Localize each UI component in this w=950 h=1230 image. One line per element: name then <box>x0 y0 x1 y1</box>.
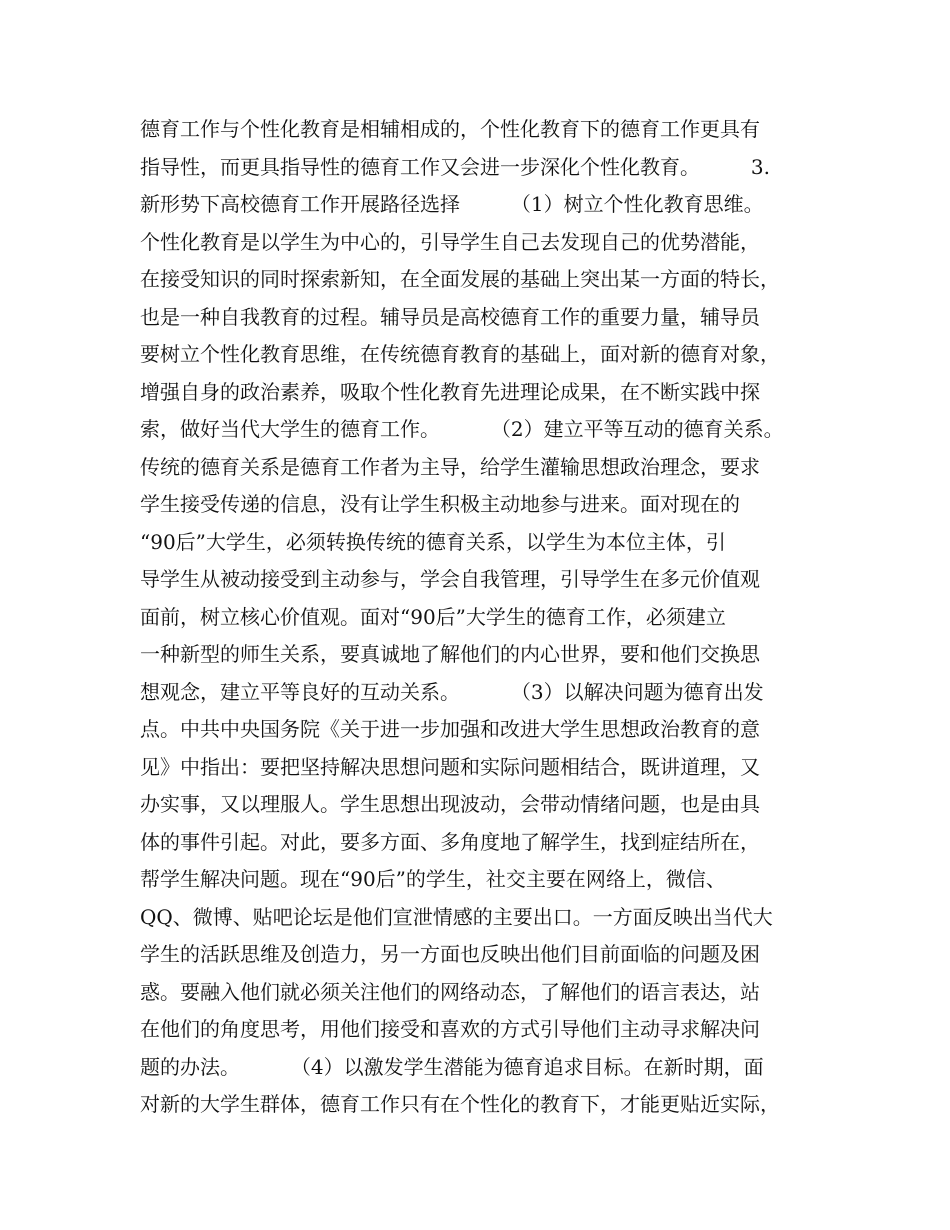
text-line: 在接受知识的同时探索新知，在全面发展的基础上突出某一方面的特长， <box>140 267 780 291</box>
text-line: 想观念，建立平等良好的互动关系。 （3）以解决问题为德育出发 <box>140 679 764 704</box>
text-line: 惑。要融入他们就必须关注他们的网络动态，了解他们的语言表达，站 <box>140 979 760 1004</box>
text-line: 要树立个性化教育思维，在传统德育教育的基础上，面对新的德育对象， <box>140 342 780 366</box>
text-line: 也是一种自我教育的过程。辅导员是高校德育工作的重要力量，辅导员 <box>140 304 760 329</box>
text-line: 个性化教育是以学生为中心的，引导学生自己去发现自己的优势潜能， <box>140 229 760 254</box>
text-line: 学生的活跃思维及创造力，另一方面也反映出他们目前面临的问题及困 <box>140 942 760 966</box>
text-line: 帮学生解决问题。现在“90后”的学生，社交主要在网络上，微信、 <box>140 867 726 891</box>
text-line: 新形势下高校德育工作开展路径选择 （1）树立个性化教育思维。 <box>140 192 764 216</box>
text-line: 德育工作与个性化教育是相辅相成的，个性化教育下的德育工作更具有 <box>140 117 760 141</box>
text-line: 题的办法。 （4）以激发学生潜能为德育追求目标。在新时期，面 <box>140 1054 764 1079</box>
text-line: 体的事件引起。对此，要多方面、多角度地了解学生，找到症结所在， <box>140 829 760 854</box>
text-line: 指导性，而更具指导性的德育工作又会进一步深化个性化教育。 3. <box>140 154 770 179</box>
text-line: 索，做好当代大学生的德育工作。 （2）建立平等互动的德育关系。 <box>140 417 784 441</box>
text-line: QQ、微博、贴吧论坛是他们宣泄情感的主要出口。一方面反映出当代大 <box>140 904 773 929</box>
text-line: 办实事，又以理服人。学生思想出现波动，会带动情绪问题，也是由具 <box>140 792 760 816</box>
text-line: 导学生从被动接受到主动参与，学会自我管理，引导学生在多元价值观 <box>140 567 760 591</box>
body-text <box>140 111 840 1124</box>
text-line: 传统的德育关系是德育工作者为主导，给学生灌输思想政治理念，要求 <box>140 454 760 479</box>
text-line: 点。中共中央国务院《关于进一步加强和改进大学生思想政治教育的意 <box>140 717 760 741</box>
text-line: 面前，树立核心价值观。面对“90后”大学生的德育工作，必须建立 <box>140 604 726 629</box>
text-line: 见》中指出：要把坚持解决思想问题和实际问题相结合，既讲道理，又 <box>140 754 760 779</box>
text-line: 对新的大学生群体，德育工作只有在个性化的教育下，才能更贴近实际， <box>140 1092 780 1116</box>
text-line: 在他们的角度思考，用他们接受和喜欢的方式引导他们主动寻求解决问 <box>140 1017 760 1041</box>
text-line: 学生接受传递的信息，没有让学生积极主动地参与进来。面对现在的 <box>140 492 740 516</box>
text-line: 增强自身的政治素养，吸取个性化教育先进理论成果，在不断实践中探 <box>140 379 760 404</box>
text-line: 一种新型的师生关系，要真诚地了解他们的内心世界，要和他们交换思 <box>140 642 760 666</box>
text-line: “90后”大学生，必须转换传统的德育关系，以学生为本位主体，引 <box>140 529 726 554</box>
